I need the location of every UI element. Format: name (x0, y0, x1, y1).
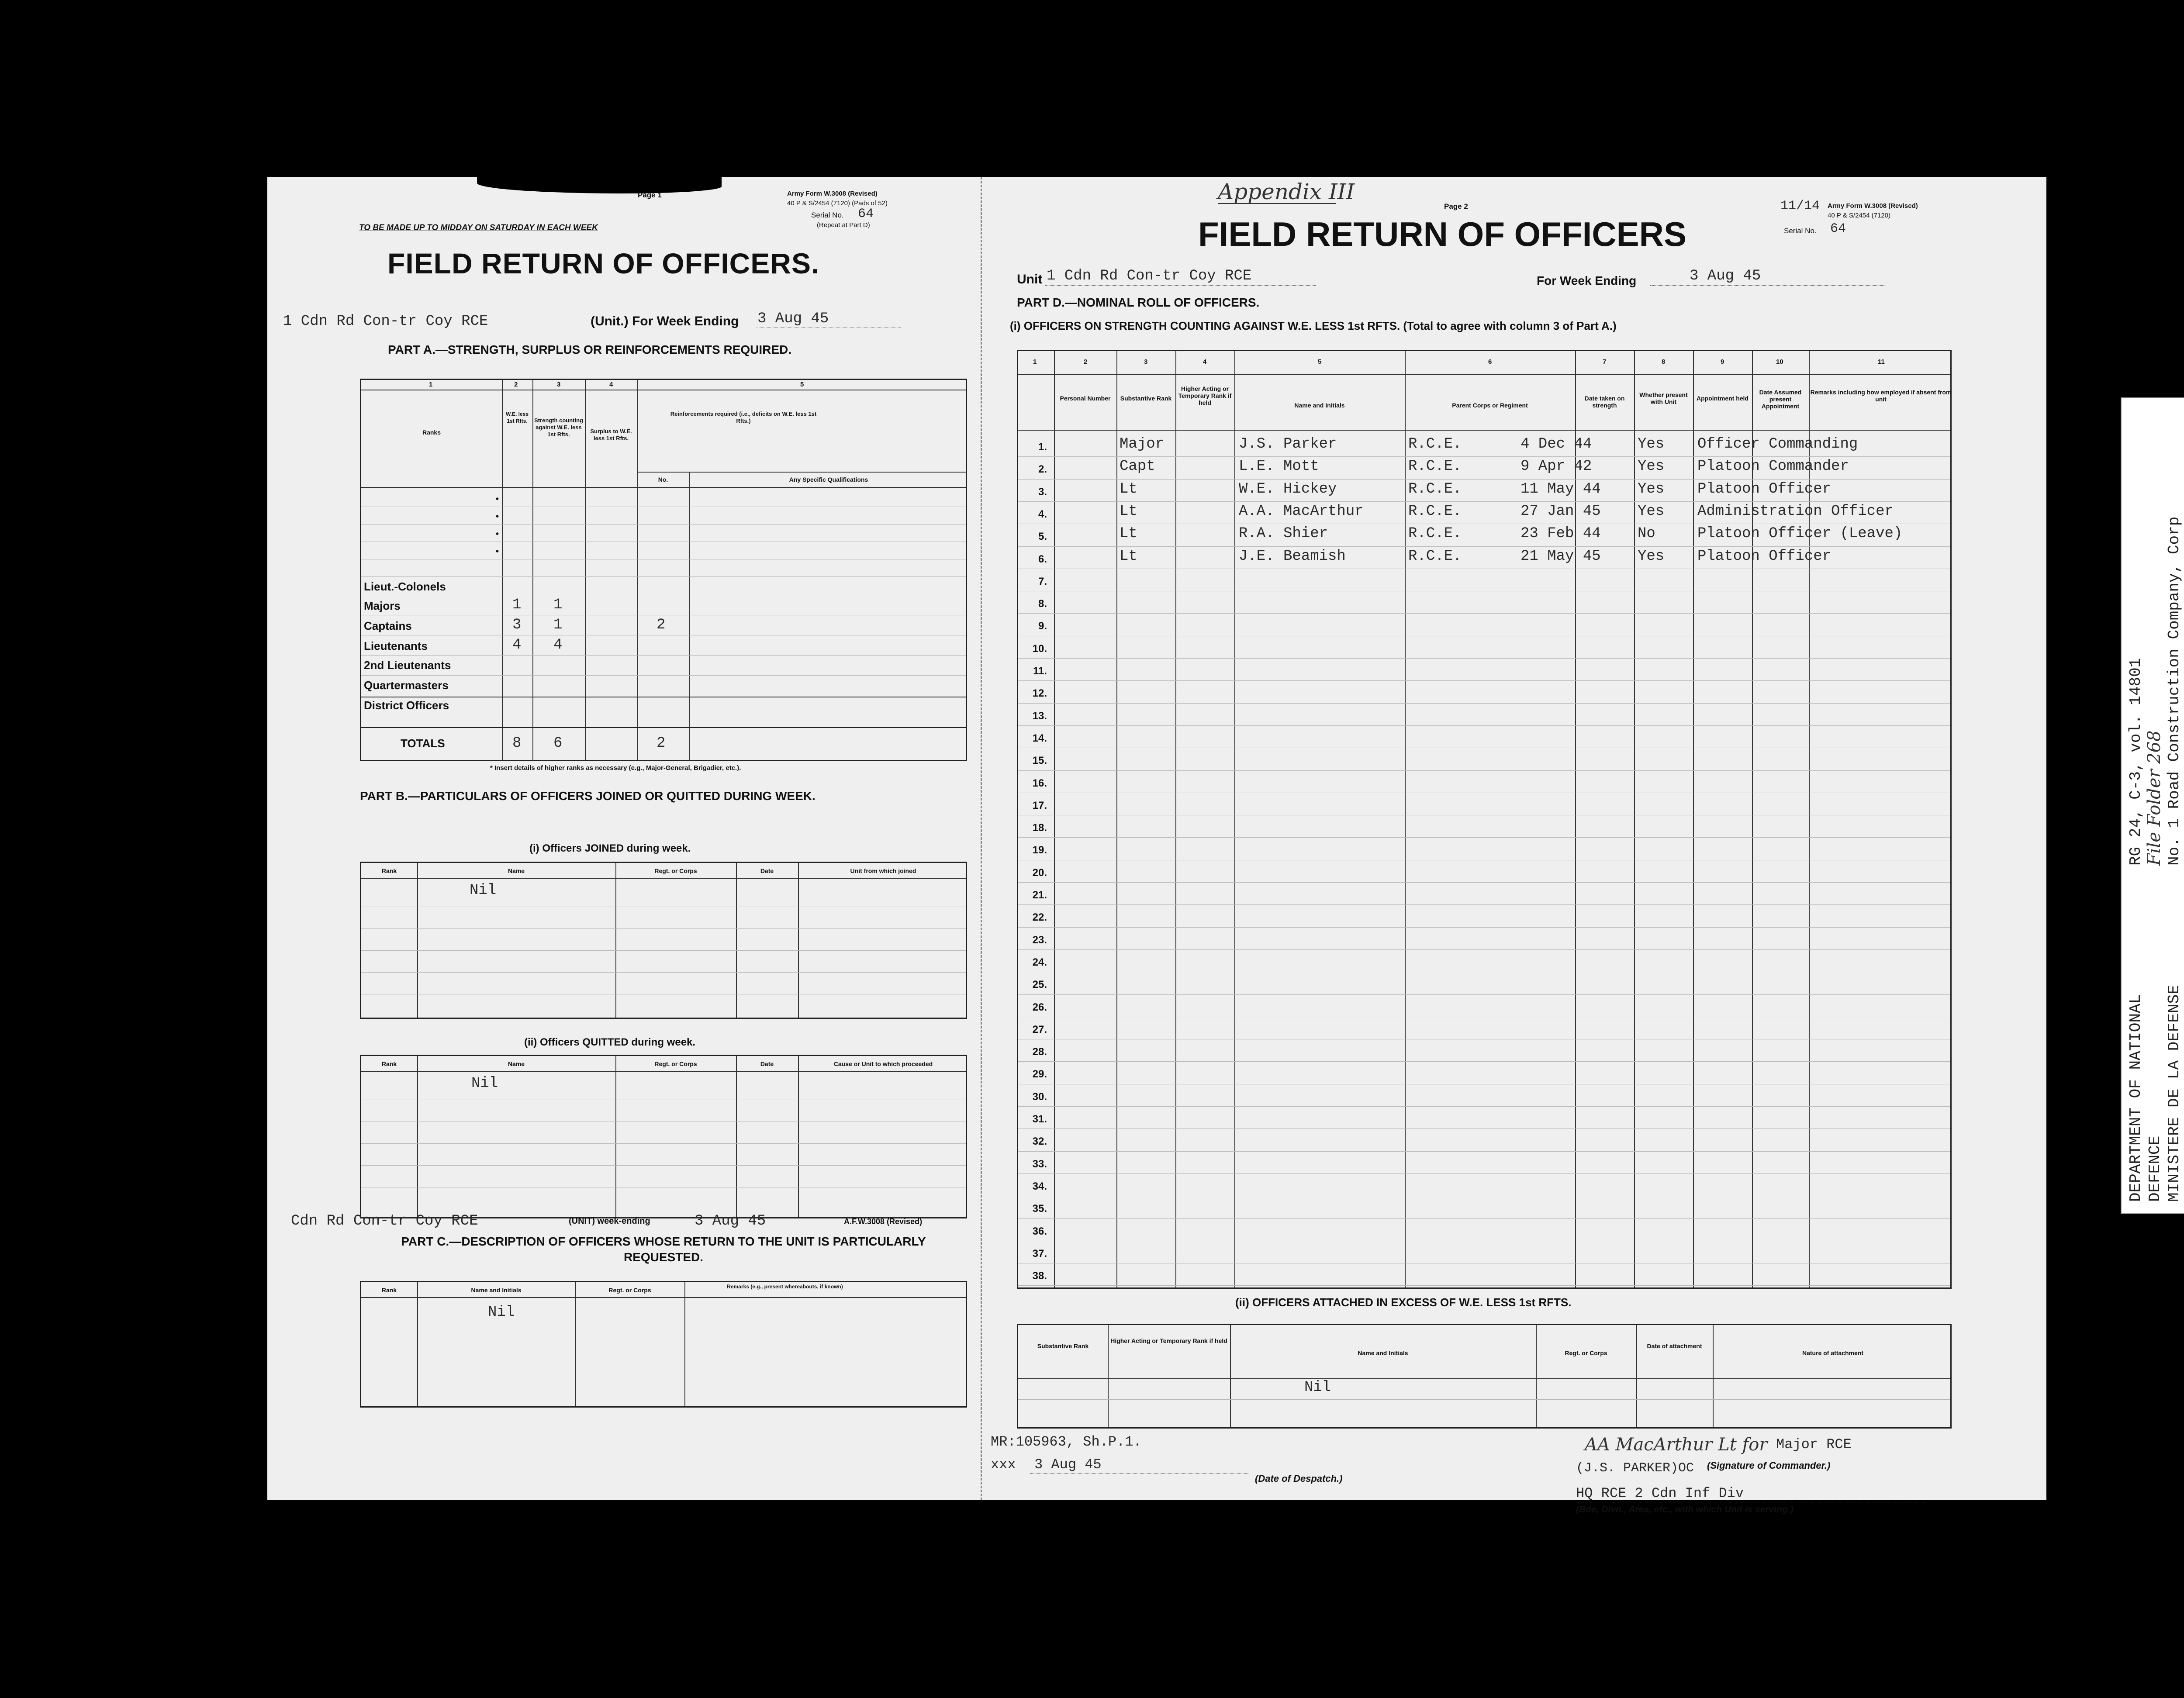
row-number: 8. (1038, 598, 1047, 610)
officer-date: 4 Dec 44 (1521, 436, 1592, 452)
attached-title: (ii) OFFICERS ATTACHED IN EXCESS OF W.E. LESS 1st RFTS. (1235, 1296, 1572, 1309)
row-number: 26. (1032, 1001, 1047, 1013)
officer-corps: R.C.E. (1408, 436, 1462, 452)
row-number: 14. (1032, 732, 1047, 744)
officer-appointment: Platoon Commander (1697, 458, 1849, 475)
row-rule (1018, 882, 1950, 883)
officer-date: 9 Apr 42 (1521, 458, 1592, 475)
officer-name: J.S. Parker (1239, 436, 1337, 452)
total-no: 2 (657, 735, 666, 752)
row-number: 5. (1038, 531, 1047, 543)
part-a-table: 1 2 3 4 5 Ranks W.E. less 1st Rfts. Strength counting against W.E. less 1st Rfts. Surplus to W.E. less 1st Rfts. Reinforcements required (i.e., deficits on W.E. less 1st Rfts.) No. Any Specific Qualifications • • • • Lieut.-Colonels Majors Captains Lieutenants 2nd Lieutenants Quartermasters District Officers 1 1 3 1 2 4 4 (360, 379, 967, 728)
row-number: 6. (1038, 553, 1047, 565)
row-rule (1018, 1218, 1950, 1219)
officer-corps: R.C.E. (1408, 480, 1462, 497)
officer-name: A.A. MacArthur (1239, 503, 1364, 520)
officer-corps: R.C.E. (1408, 525, 1462, 542)
week-ending: 3 Aug 45 (757, 311, 829, 327)
row-number: 18. (1032, 822, 1047, 834)
officer-appointment: Officer Commanding (1697, 436, 1858, 452)
part-b-quitted-title: (ii) Officers QUITTED during week. (524, 1036, 696, 1048)
row-rule (1018, 658, 1950, 659)
col-no: No. (658, 476, 668, 483)
part-c-title: PART C.—DESCRIPTION OF OFFICERS WHOSE RETURN TO THE UNIT IS PARTICULARLY REQUESTED. (401, 1235, 926, 1264)
unit-label: (Unit.) For Week Ending (591, 314, 739, 328)
commander-signature: AA MacArthur Lt for (1585, 1435, 1768, 1455)
officer-rank: Lt (1120, 503, 1137, 520)
despatch-prefix: xxx (991, 1456, 1016, 1473)
attached-table: Substantive Rank Higher Acting or Temporary Rank if held Name and Initials Regt. or Corps Date of attachment Nature of attachment Nil (1017, 1324, 1952, 1429)
row-rule (1018, 904, 1950, 905)
row-rule (1018, 546, 1950, 547)
row-number: 19. (1032, 844, 1047, 856)
unit-label: Unit (1017, 272, 1043, 286)
officer-rank: Lt (1120, 548, 1137, 565)
row-rule (1018, 770, 1950, 771)
page-title: FIELD RETURN OF OFFICERS. (387, 247, 820, 280)
row-number: 3. (1038, 486, 1047, 498)
row-number: 25. (1032, 979, 1047, 991)
officer-name: W.E. Hickey (1239, 480, 1337, 497)
row-rule (1018, 1285, 1950, 1286)
row-rule (1018, 680, 1950, 681)
row-rule (1018, 837, 1950, 838)
row-number: 17. (1032, 799, 1047, 811)
row-number: 12. (1032, 687, 1047, 700)
formation: HQ RCE 2 Cdn Inf Div (1576, 1485, 1744, 1501)
officer-appointment: Administration Officer (1697, 503, 1894, 520)
row-number: 9. (1038, 620, 1047, 632)
signature-label: (Signature of Commander.) (1707, 1460, 1831, 1471)
torn-edge (477, 176, 722, 193)
formation-label: (Bde, Divn., Area, etc., with which Unit is serving.) (1576, 1505, 1794, 1515)
unit-value: 1 Cdn Rd Con-tr Coy RCE (283, 313, 488, 330)
despatch-date: 3 Aug 45 (1034, 1456, 1102, 1473)
despatch-label: (Date of Despatch.) (1255, 1473, 1343, 1484)
row-rule (1018, 479, 1950, 480)
page-2 (981, 177, 2046, 1515)
page-label: Page 2 (1444, 202, 1468, 211)
part-c-week: 3 Aug 45 (695, 1213, 766, 1229)
officer-rank: Lt (1120, 525, 1137, 542)
part-c-table: Rank Name and Initials Regt. or Corps Remarks (e.g., present whereabouts, if known) Nil (360, 1281, 967, 1408)
officer-present: No (1638, 525, 1655, 542)
row-number: 34. (1032, 1180, 1047, 1192)
officer-present: Yes (1638, 458, 1665, 475)
officer-appointment: Platoon Officer (1697, 548, 1832, 565)
officer-name: J.E. Beamish (1239, 548, 1346, 565)
row-rule (1018, 927, 1950, 928)
joined-table: Rank Name Regt. or Corps Date Unit from which joined Nil (360, 862, 967, 1019)
ref-line: File Folder 268 (2144, 730, 2164, 866)
quitted-table: Rank Name Regt. or Corps Date Cause or Unit to which proceeded Nil (360, 1055, 967, 1218)
row-number: 27. (1032, 1023, 1047, 1035)
officer-date: 21 May 45 (1521, 548, 1601, 565)
part-a-totals (360, 728, 967, 761)
officer-rank: Lt (1120, 480, 1137, 497)
row-rule (1018, 501, 1950, 502)
col-surplus: Surplus to W.E. less 1st Rfts. (590, 428, 632, 442)
row-number: 11. (1033, 665, 1047, 677)
row-rule (1018, 725, 1950, 726)
ref-line: RG 24, C-3, vol. 14801 (2127, 658, 2145, 866)
dept-line: DEFENCE (2146, 1135, 2164, 1202)
part-d-title: PART D.—NOMINAL ROLL OF OFFICERS. (1017, 296, 1260, 309)
serial-label: Serial No. (1784, 227, 1817, 235)
row-number: 29. (1032, 1068, 1047, 1080)
officer-appointment: Platoon Officer (Leave) (1697, 525, 1903, 542)
rank-label: 2nd Lieutenants (364, 659, 451, 672)
officer-present: Yes (1638, 503, 1665, 520)
total-strength: 6 (553, 735, 563, 752)
officer-present: Yes (1638, 480, 1665, 497)
form-ref: Army Form W.3008 (Revised) (1828, 202, 1918, 210)
row-rule (1018, 1061, 1950, 1062)
part-b-joined-title: (i) Officers JOINED during week. (529, 842, 691, 854)
appendix-note: Appendix III (1218, 179, 1355, 204)
week-value: 3 Aug 45 (1690, 268, 1761, 284)
officer-rank: Capt (1120, 458, 1155, 475)
row-number: 13. (1032, 710, 1047, 722)
row-rule (1018, 703, 1950, 704)
page-label: Page 1 (638, 191, 662, 199)
instruction: TO BE MADE UP TO MIDDAY ON SATURDAY IN EACH WEEK (359, 223, 598, 232)
commander-name: (J.S. PARKER)OC (1576, 1461, 1694, 1476)
row-rule (1018, 1173, 1950, 1174)
officer-date: 23 Feb 44 (1521, 525, 1601, 542)
officer-present: Yes (1638, 436, 1665, 452)
mr-reference: MR:105963, Sh.P.1. (991, 1434, 1142, 1450)
ref-line: No. 1 Road Construction Company, Corp (2165, 516, 2183, 866)
officer-date: 11 May 44 (1521, 480, 1601, 497)
col-strength: Strength counting against W.E. less 1st Rfts. (534, 417, 583, 438)
row-number: 7. (1038, 575, 1047, 587)
row-number: 37. (1032, 1247, 1047, 1260)
row-number: 1. (1038, 441, 1047, 453)
row-number: 20. (1032, 866, 1047, 879)
signature-rank: Major RCE (1776, 1436, 1852, 1453)
row-number: 10. (1032, 642, 1047, 655)
form-pads: 40 P & S/2454 (7120) (1828, 212, 1890, 219)
officer-appointment: Platoon Officer (1697, 480, 1832, 497)
unit-value: 1 Cdn Rd Con-tr Coy RCE (1047, 268, 1252, 284)
row-rule (1018, 994, 1950, 995)
quitted-nil: Nil (471, 1075, 498, 1092)
row-rule (1018, 613, 1950, 614)
dept-line: MINISTERE DE LA DEFENSE (2165, 985, 2183, 1202)
total-we: 8 (512, 735, 522, 752)
joined-nil: Nil (470, 882, 497, 899)
serial-note: (Repeat at Part D) (817, 221, 870, 229)
row-number: 33. (1032, 1158, 1047, 1170)
col-reinf: Reinforcements required (i.e., deficits on W.E. less 1st Rfts.) (670, 411, 817, 424)
rank-label: District Officers (364, 699, 449, 712)
row-number: 28. (1032, 1046, 1047, 1058)
officer-name: L.E. Mott (1239, 458, 1319, 475)
page-1 (267, 177, 981, 1500)
row-number: 4. (1038, 508, 1047, 520)
row-rule (1018, 456, 1950, 457)
totals-label: TOTALS (401, 737, 445, 750)
officer-name: R.A. Shier (1239, 525, 1328, 542)
officer-date: 27 Jan 45 (1521, 503, 1601, 520)
week-label: For Week Ending (1537, 274, 1637, 287)
part-d-subtitle: (i) OFFICERS ON STRENGTH COUNTING AGAINST W.E. LESS 1st RFTS. (Total to agree with column 3 of Part A.) (1010, 319, 1617, 332)
part-c-form: A.F.W.3008 (Revised) (844, 1217, 923, 1226)
sheet-number: 11/14 (1780, 199, 1820, 214)
row-number: 21. (1032, 889, 1047, 901)
officer-corps: R.C.E. (1408, 548, 1462, 565)
serial-value: 64 (858, 207, 874, 221)
serial-label: Serial No. (811, 211, 844, 219)
row-number: 22. (1032, 911, 1047, 924)
part-c-nil: Nil (488, 1304, 515, 1321)
row-number: 15. (1032, 755, 1047, 767)
form-pads: 40 P & S/2454 (7120) (Pads of 52) (787, 200, 888, 207)
part-c-unit: Cdn Rd Con-tr Coy RCE (291, 1213, 478, 1229)
row-rule (1018, 1151, 1950, 1152)
col-qual: Any Specific Qualifications (789, 476, 868, 483)
row-number: 30. (1032, 1091, 1047, 1103)
col-we: W.E. less 1st Rfts. (505, 411, 529, 424)
row-number: 38. (1032, 1270, 1047, 1282)
rank-label: Lieut.-Colonels (364, 580, 446, 593)
part-c-unit-label: (UNIT) week-ending (569, 1216, 650, 1226)
rank-label: Quartermasters (364, 679, 449, 692)
serial-value: 64 (1830, 221, 1846, 236)
page-title: FIELD RETURN OF OFFICERS (1198, 215, 1686, 253)
part-a-footnote: * Insert details of higher ranks as necessary (e.g., Major-General, Brigadier, etc.). (490, 764, 741, 772)
rank-label: Captains (364, 619, 412, 632)
officer-rank: Major (1120, 436, 1165, 452)
row-number: 16. (1032, 777, 1047, 789)
officer-corps: R.C.E. (1408, 503, 1462, 520)
form-ref: Army Form W.3008 (Revised) (787, 190, 878, 197)
row-number: 23. (1032, 934, 1047, 946)
officer-corps: R.C.E. (1408, 458, 1462, 475)
part-a-title: PART A.—STRENGTH, SURPLUS OR REINFORCEMENTS REQUIRED. (388, 343, 792, 356)
row-number: 31. (1032, 1113, 1047, 1125)
row-number: 32. (1032, 1135, 1047, 1148)
row-number: 2. (1038, 463, 1047, 476)
row-number: 36. (1032, 1225, 1047, 1237)
row-number: 35. (1032, 1203, 1047, 1215)
col-ranks: Ranks (422, 429, 441, 436)
row-rule (1018, 949, 1950, 950)
attached-nil: Nil (1304, 1379, 1331, 1396)
part-b-title: PART B.—PARTICULARS OF OFFICERS JOINED OR QUITTED DURING WEEK. (360, 789, 816, 803)
archive-label-tab (2121, 397, 2184, 1214)
dept-line: DEPARTMENT OF NATIONAL (2127, 994, 2145, 1202)
rank-label: Lieutenants (364, 639, 428, 652)
row-rule (1018, 1106, 1950, 1107)
officer-present: Yes (1638, 548, 1665, 565)
rank-label: Majors (364, 599, 401, 612)
row-number: 24. (1032, 956, 1047, 968)
nominal-roll-table: 1 2 3 4 5 6 7 8 9 10 11 Personal Number Substantive Rank Higher Acting or Temporary Rank if held Name and Initials Parent Corps or Regiment Date taken on strength Whether present with Unit Appointment held Date Assumed present Appointment Remarks including how employed if absent from unit 1. 2. 3. 4. 5. 6. 7. 8. 9. 10. 11. 12. 13. 14. 15. 16. 17. 18. 19. 20. 21. 22. 23. 24. 25. 26. 27. 28. 29. 30. 31. 32. 33. 34. 35. 36. 37. 38. Major J.S. Parker R.C.E. 4 Dec 44 Yes Officer Commanding Capt L.E. Mott R.C.E. 9 Apr 42 Yes Platoon Commander Lt W.E. Hickey R.C.E. 11 May 44 Yes Platoon Officer Lt A.A. MacArthur R.C.E. 27 Jan 45 Yes Administration Officer Lt R.A. Shier R.C.E. 23 Feb 44 No Platoon Officer (Leave) Lt J.E. Beamish R.C.E. 21 May 45 Yes Platoon Officer (1017, 350, 1952, 1289)
